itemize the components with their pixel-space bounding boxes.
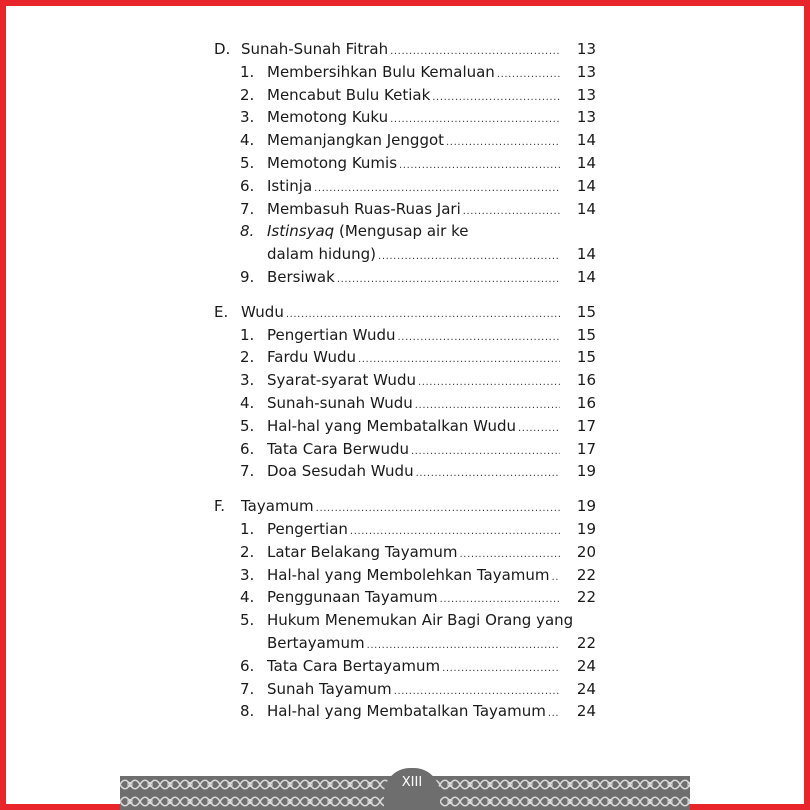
toc-section-e <box>214 301 596 483</box>
item-number: 2. <box>240 85 255 104</box>
item-number: 4. <box>240 131 255 150</box>
toc-item-row[interactable] <box>214 655 596 678</box>
item-number: 7. <box>240 679 255 698</box>
item-title: Hal-hal yang Membatalkan Wudu <box>267 416 517 435</box>
toc-item-row[interactable] <box>214 460 596 483</box>
page-number: 14 <box>576 199 596 218</box>
item-number: 7. <box>240 462 255 481</box>
item-number: 8. <box>240 702 255 721</box>
item-title: Memotong Kuku <box>267 108 389 127</box>
page-number: 14 <box>576 267 596 286</box>
toc-item-row[interactable] <box>214 586 596 609</box>
item-title: Pengertian <box>267 519 348 538</box>
toc-item-row[interactable] <box>214 700 596 723</box>
toc-item-row[interactable] <box>214 438 596 461</box>
item-title-italic: Istinsyaq <box>267 222 335 241</box>
item-number: 5. <box>240 416 255 435</box>
dot-leader <box>316 498 560 521</box>
page-number: 13 <box>576 108 596 127</box>
dot-leader <box>378 246 560 269</box>
page-number: 24 <box>576 656 596 675</box>
toc-item-row[interactable] <box>214 678 596 701</box>
page-number: 15 <box>576 302 596 321</box>
toc-heading-row[interactable] <box>214 301 596 324</box>
page-number: 17 <box>576 416 596 435</box>
page-number: 13 <box>576 62 596 81</box>
item-title: Sunah-sunah Wudu <box>267 393 413 412</box>
toc-item-row[interactable] <box>214 346 596 369</box>
toc-item-row[interactable] <box>214 324 596 347</box>
toc-item-row-line2[interactable] <box>214 243 596 266</box>
page-number: 16 <box>576 393 596 412</box>
item-number: 4. <box>240 393 255 412</box>
section-title: Wudu <box>241 302 284 321</box>
dot-leader <box>399 155 560 178</box>
item-title: Tata Cara Berwudu <box>267 439 409 458</box>
item-number: 5. <box>240 611 255 630</box>
page-number: 22 <box>576 565 596 584</box>
item-number: 2. <box>240 542 255 561</box>
item-title-rest: (Mengusap air ke <box>334 222 469 241</box>
page-number: 19 <box>576 519 596 538</box>
item-title: Fardu Wudu <box>267 348 356 367</box>
item-number: 4. <box>240 588 255 607</box>
toc-section-d <box>214 38 596 289</box>
page-number: 22 <box>576 633 596 652</box>
dot-leader <box>497 64 560 87</box>
item-number: 1. <box>240 519 255 538</box>
toc-item-row-line2[interactable] <box>214 632 596 655</box>
dot-leader <box>463 201 560 224</box>
item-title: Istinja <box>267 176 313 195</box>
item-title: Membasuh Ruas-Ruas Jari <box>267 199 461 218</box>
toc-item-row[interactable] <box>214 152 596 175</box>
page-number: 15 <box>576 348 596 367</box>
item-title: Tata Cara Bertayamum <box>267 656 441 675</box>
dot-leader <box>418 372 560 395</box>
page-number: 17 <box>576 439 596 458</box>
toc-item-row[interactable] <box>214 129 596 152</box>
toc-heading-row[interactable] <box>214 38 596 61</box>
page-number: 20 <box>576 542 596 561</box>
toc-item-row[interactable] <box>214 106 596 129</box>
dot-leader <box>518 418 560 441</box>
dot-leader <box>398 327 560 350</box>
toc-item-row[interactable] <box>214 84 596 107</box>
section-title: Tayamum <box>241 497 314 516</box>
toc-item-row[interactable] <box>214 415 596 438</box>
item-number: 3. <box>240 371 255 390</box>
toc-item-row[interactable] <box>214 564 596 587</box>
item-number: 5. <box>240 153 255 172</box>
item-title: Membersihkan Bulu Kemaluan <box>267 62 495 81</box>
toc-item-row[interactable] <box>214 518 596 541</box>
item-number: 7. <box>240 199 255 218</box>
table-of-contents <box>214 38 596 735</box>
dot-leader <box>548 703 560 726</box>
toc-section-f <box>214 495 596 723</box>
item-title: Syarat-syarat Wudu <box>267 371 416 390</box>
toc-item-row[interactable] <box>214 541 596 564</box>
item-number: 8. <box>240 222 255 241</box>
dot-leader <box>337 269 560 292</box>
item-title: Penggunaan Tayamum <box>267 588 438 607</box>
page-number: 14 <box>576 176 596 195</box>
page-number: 15 <box>576 325 596 344</box>
toc-item-row[interactable] <box>214 266 596 289</box>
dot-leader <box>442 658 560 681</box>
page-number: 14 <box>576 245 596 264</box>
item-number: 3. <box>240 565 255 584</box>
toc-item-row[interactable] <box>214 175 596 198</box>
section-label: E. <box>214 302 229 321</box>
page-number: 16 <box>576 371 596 390</box>
page-number: 14 <box>576 153 596 172</box>
item-number: 9. <box>240 267 255 286</box>
item-title: Hal-hal yang Membatalkan Tayamum <box>267 702 546 721</box>
item-title: Mencabut Bulu Ketiak <box>267 85 431 104</box>
toc-item-row[interactable] <box>214 198 596 221</box>
page-number: 24 <box>576 679 596 698</box>
page-number: 13 <box>576 85 596 104</box>
item-number: 1. <box>240 62 255 81</box>
toc-item-row[interactable] <box>214 392 596 415</box>
item-title-line2: dalam hidung) <box>267 245 377 264</box>
item-title-line2: Bertayamum <box>267 633 365 652</box>
page-number-tab: XIII <box>384 768 440 810</box>
item-number: 3. <box>240 108 255 127</box>
section-label: F. <box>214 497 225 516</box>
page-number: 19 <box>576 462 596 481</box>
page-number: 24 <box>576 702 596 721</box>
toc-heading-row[interactable] <box>214 495 596 518</box>
item-number: 6. <box>240 439 255 458</box>
item-title: Memanjangkan Jenggot <box>267 131 445 150</box>
toc-item-row-line1[interactable] <box>214 609 596 632</box>
dot-leader <box>552 567 561 590</box>
item-title: Pengertian Wudu <box>267 325 396 344</box>
dot-leader <box>416 463 560 486</box>
item-title: Sunah Tayamum <box>267 679 392 698</box>
section-label: D. <box>214 40 231 58</box>
item-title: Bersiwak <box>267 267 335 286</box>
item-number: 6. <box>240 176 255 195</box>
item-number: 6. <box>240 656 255 675</box>
item-title: Memotong Kumis <box>267 153 398 172</box>
page-number: 13 <box>576 40 596 58</box>
item-number: 2. <box>240 348 255 367</box>
page-number: 19 <box>576 497 596 516</box>
toc-item-row[interactable] <box>214 61 596 84</box>
page-number: 22 <box>576 588 596 607</box>
item-title-line1: Hukum Menemukan Air Bagi Orang yang <box>267 611 574 630</box>
page-number: 14 <box>576 131 596 150</box>
dot-leader <box>446 132 560 155</box>
toc-item-row[interactable] <box>214 369 596 392</box>
item-number: 1. <box>240 325 255 344</box>
section-title: Sunah-Sunah Fitrah <box>241 40 389 58</box>
dot-leader <box>411 441 560 464</box>
toc-item-row-line1[interactable] <box>214 220 596 243</box>
item-title-line1 <box>267 220 469 243</box>
dot-leader <box>432 87 560 110</box>
item-title: Doa Sesudah Wudu <box>267 462 414 481</box>
item-title: Latar Belakang Tayamum <box>267 542 458 561</box>
item-title: Hal-hal yang Membolehkan Tayamum <box>267 565 550 584</box>
